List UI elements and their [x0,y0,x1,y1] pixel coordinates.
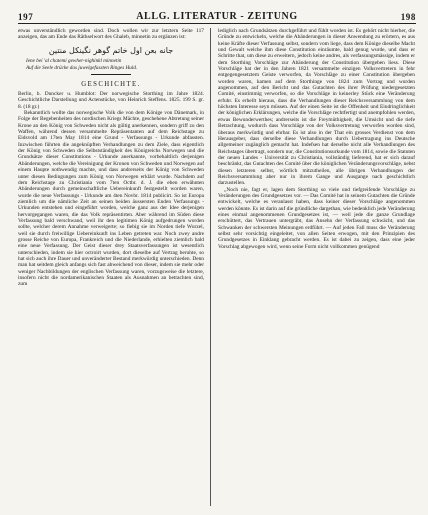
arabic-verse: جانه بعن اول خاتم گوهر نگینکل منتین [48,45,174,55]
body-paragraph: Bekanntlich wollte das norwegische Volk die von dem Könige von Dänemark, in Folge der Begebenheiten des nordischen Kriegs Mächte, geschehene Abtretung seiner Krone an den König von Schweden nicht als gültig anerkennen, sondern griff zu den Waffen, während dessen versammelte Repräsentanten auf dem Reichstage zu Eidsvold am 17ten May 1814 eine Grund - Verfassungs - Urkunde abfassten. Inzwischen führten die angeknüpften Verhandlungen zu dem Ziele, dass eigentlich der König von Schweden die Selbstständigkeit des Königreichs Norwegen und die Grundsätze dieser Constitutions - Urkunde anerkannte, vorbehaltlich derjenigen Abänderungen, welche die Vereinigung der Kronen von Schweden und Norwegen auf einem Haupte nothwendig machte, und dass andrerseits der König von Schweden unter diesen Bedingungen zum König von Norwegen erklärt wurde. Nachdem auf dem Reichstage zu Christiania vom 7ten Octbr. d. J. die eben erwähnten Abänderungen durch gemeinschaftliche Uebereinkunft festgestellt worden waren, wurde die neue Verfassungs - Urkunde am 4ten Novbr. 1814 publicirt. So ist Europa ziemlich um die nämliche Zeit an seinen beiden äussersten Enden Verfassungs - Urkunden entstehen und eingeführt worden, welche ganz aus der Idee derjenigen hervorgegangen waren, die das Volk repräsentirten. Aber während im Süden diese Verfassung bald verschwand, weil ihr den legitimen König aufgedrungen worden sollte, welcher derem Annahme verweigerte; so fiebig sie im Norden tiefe Wurzel, weil sie durch freiwillige Uebereinkunft ins Leben getreten war. Noch zwey andre grosse Reiche von Europa, Frankreich und die Niederlande, erhielten ziemlich bald eine neue Verfassung. Der Geist dieser drey Staatsverfassungen ist wesentlich unterschieden, indem sie hier octroirt wurden, dort dieselbe auf Vertrag beruhte, so hat sich auch ihre Dauer und unveränderter Bestand merkwürdig unterschieden. Denn man hat seitdem gleich anfangs sich fast abweichend von dieser, indem sie mehr oder weniger Nachbildungen der englischen Verfassung waren, vorzugsweise die letztere, insofern nicht die nordamerikanischen Staaten als Ausnahmen an betrachten sind, zum [18,110,204,288]
quote-paragraph: „Noch nie, fagt er, lagen dem Storthing so viele und tiefgreifende Vorschläge zu Veränderungen des Grundgesetzes vor. — Das Comité hat in seinem Gutachten die Gründe entwickelt, welche es veranlasst haben, dass keiner dieser Vorschläge angenommen werden könnte. Es ist darin auf die gründliche dargethan, wie bedenklich jede Veränderung eines einmal angenommenen Grundgesetzes ist, — weil jede die ganze Grundlage erschüttert, das Vertrauen untergräbt, das Ansehn der Verfassung schwächt, und das Schwanken der schwersten Meinungen erdführt. — Auf jeden Fall muss die Veränderung selbst sehr vorsichtig eingeleitet, von allen Seiten erwogen, mit den Prinzipien des Grundgesetzes in Einklang gebracht werden. Es ist dabei zu zeigen, dass eine jeder Vorschlag abgewogen wird, wenn seine Form nicht vollkommen genügend [218,186,415,250]
section-divider [91,74,131,75]
header-rule [18,23,416,24]
right-column [218,28,415,506]
intro-paragraph: etwas unverständlich geworden sind. Doch wollen wir zur letztern Seite 117 anzeigen, das am Ende das Räthselwort des Ghaleb, minnetin zu ergänzen ist: [18,28,204,41]
verse-transliteration: Iene bei 'al chatemi gewher-nighinkl minnetin [26,57,122,64]
column-divider [210,28,211,506]
verse-translation: Auf die Seele drücke das juwelgefassten Ringes Huld. [26,64,138,71]
section-heading: GESCHICHTE. [81,80,141,88]
book-entry: Berlin, b. Duncker u. Humblot: Der norwegische Storthing im Jahre 1824. Geschichtliche Darstellung und Actenstücke, von Heinrich Steffens. 1825. 199 S. gr. 8. (18 gr.) [18,91,204,110]
page-number: 197 [18,12,34,22]
issue-number: 198 [400,12,416,22]
body-paragraph: lediglich nach Grundsätzen durchgeführt und fühlt worden ist. Es gehört nicht hierher, die Gründe zu entwickeln, welche die Abänderungen in dieser Anwendung zu erörtern, es aus keine Kräfte dieser Verfassung selbst, sondern vom liege, dass dem Könige dieselbe Macht und Gewalt welche ihm diese Constitution einräumte, bald genug wurde, und dass er Schritte that, um diese zu erweitern, jedoch keine andres, als verfassungsmässige, indem er dem Storthing Vorschläge zur Abänderung der Constitution übergeben liess. Diese Vorschläge hat der in den Jahren 1821 versammelte einzigen Volksvertretern in fehr entgegengesetztem Geiste verworfen, da Vorschläge zu einer Constitution übergeben worden waren, kamen auf dem Storthinge von 1824 zum Vortrag und wurden angenommen, auf den Bericht und das Gutachten des ihrer Prüfung niedergesetzten Comité, einstimmig verworfen, so die Vorschläge in keinerley Stück eine Veränderung erfuhr. Es erhellt hieraus, dass die Verhandlungen dieser Reichsversammlung von dem höchsten Interesse seyn müssen. Auf der einen Seite ist die Offenheit und Eindringlichkeit der königlichen Erklärungen, welche die Vorschläge rechtfertigt und anempfohlen werden, etwas Bewunderwerthes; andrerseits ist die Freymüthigkeit, die Umsicht und die tiefe Betrachtung, wodurch dass Vorschläge von der Volksvertretung verworfen worden sind, überaus merkwürdig und ehrbar. Es ist also in der That ein grosses Verdienst von dem Herausgeber, dass derselbe diese Verhandlungen durch Uebertragung ins Deutsche allgemeiner zugänglich gemacht hat. Indefsen hat derselbe nicht alle Verhandlungen des Reichstages übertragt, sondern nur, die Constitutionsurkunde vom 1814, sowie die Statuten der neuen Landes - Universität zu Christiania, vollständig lieferend, hat er sich darauf beschränkt, das Gutachten des Comité über die königlichen Veränderungsvorschläge, nebst diesen letzteren selbst, wörtlich mitzutheilen, alle übrigen Verhandlungen der Reichsversammlung aber nur in ihrem Gange und Ausgange nach geschichtlich darzustellen. [218,28,415,187]
page-header [18,8,416,22]
left-column [18,28,204,506]
journal-title: ALLG. LITERATUR - ZEITUNG [136,11,298,22]
